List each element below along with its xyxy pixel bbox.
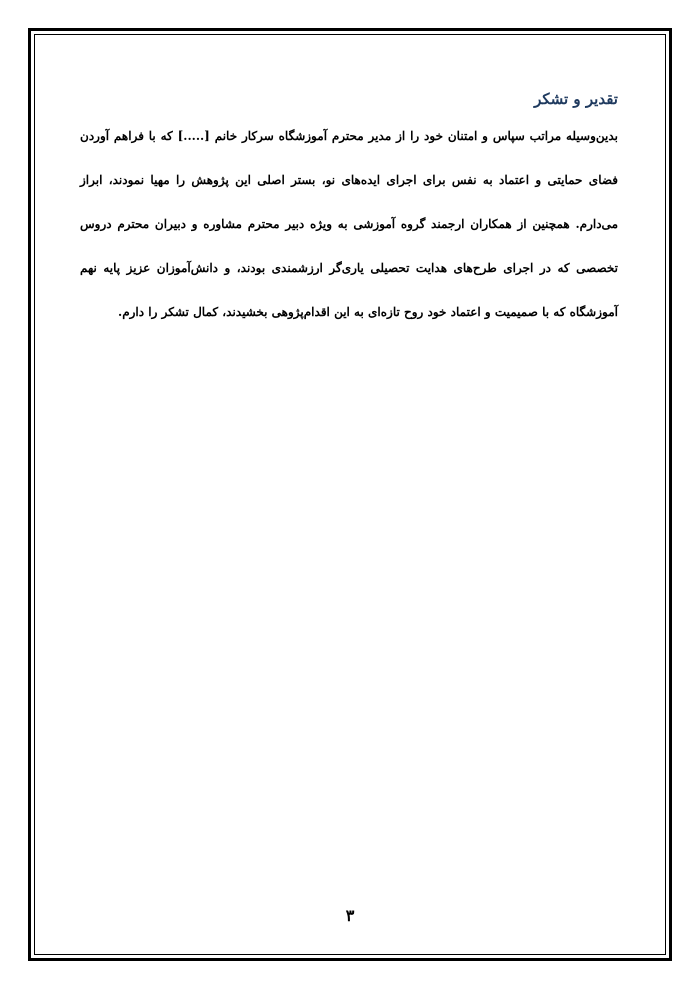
page-number: ۳ (345, 906, 355, 925)
section-title: تقدیر و تشکر (534, 90, 618, 108)
page-content (80, 88, 618, 334)
acknowledgement-paragraph: بدین‌وسیله مراتب سپاس و امتنان خود را از مدیر محترم آموزشگاه سرکار خانم [.....] که با فراهم آوردن فضای حمایتی و اعتماد به نفس برای اجرای ایده‌های نو، بستر اصلی این پژوهش را مهیا نمودند، ابراز می‌دارم. همچنین از همکاران ارجمند گروه آموزشی به ویژه دبیر محترم مشاوره و دبیران محترم دروس تخصصی که در اجرای طرح‌های هدایت تحصیلی یاری‌گر ارزشمندی بودند، و دانش‌آموزان عزیز پایه نهم آموزشگاه که با صمیمیت و اعتماد خود روح تازه‌ای به این اقدام‌پژوهی بخشیدند، کمال تشکر را دارم. (80, 129, 618, 319)
